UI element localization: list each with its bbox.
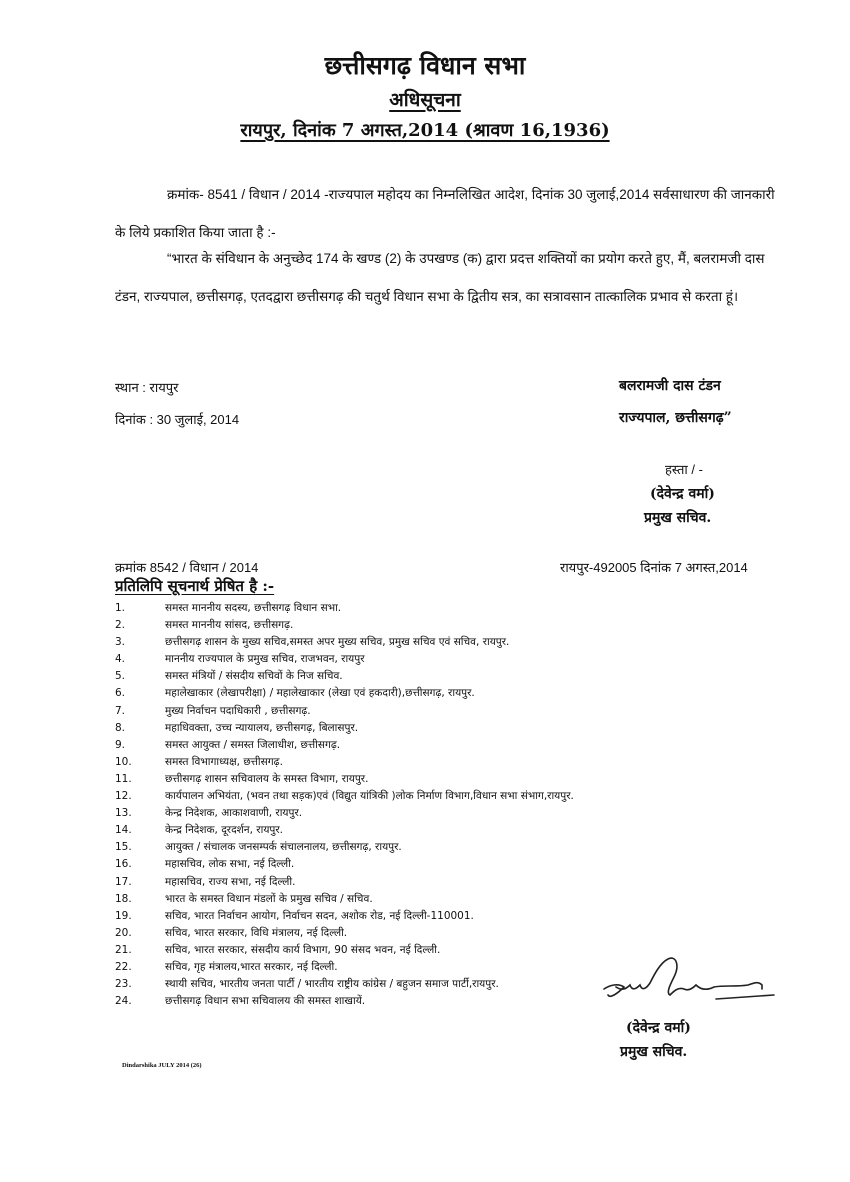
recipient-number: 1.: [115, 602, 126, 614]
recipient-number: 2.: [115, 619, 126, 632]
recipient-item: [115, 600, 675, 617]
copy-place-date: रायपुर-492005 दिनांक 7 अगस्त,2014: [560, 560, 748, 575]
recipient-number: 23.: [115, 978, 132, 991]
recipient-number: 15.: [115, 841, 132, 854]
recipient-text: समस्त माननीय सांसद, छत्तीसगढ़.: [165, 619, 294, 632]
recipient-number: 5.: [115, 670, 126, 683]
recipient-number: 11.: [115, 772, 132, 785]
recipient-item: [115, 737, 675, 754]
copy-forwarded-heading: [115, 576, 274, 596]
recipient-text: छत्तीसगढ़ विधान सभा सचिवालय की समस्त शाखायें.: [165, 995, 366, 1008]
recipient-text: समस्त आयुक्त / समस्त जिलाधीश, छत्तीसगढ़.: [165, 738, 341, 751]
handwritten-signature: [596, 955, 776, 1015]
notification-heading-text: अधिसूचना: [389, 89, 461, 111]
recipient-number: 24.: [115, 995, 132, 1008]
assembly-title: छत्तीसगढ़ विधान सभा: [324, 51, 526, 80]
recipient-text: केन्द्र निदेशक, आकाशवाणी, रायपुर.: [165, 807, 303, 820]
recipient-item: [115, 703, 675, 720]
recipient-number: 8.: [115, 721, 126, 734]
recipient-text: महासचिव, राज्य सभा, नई दिल्ली.: [165, 875, 296, 888]
recipient-number: 4.: [115, 653, 126, 666]
recipient-item: [115, 685, 675, 702]
recipient-item: [115, 788, 675, 805]
recipient-item: [115, 856, 675, 873]
notification-dateline: [0, 118, 850, 142]
recipient-text: समस्त विभागाध्यक्ष, छत्तीसगढ़.: [165, 755, 283, 768]
recipient-text: कार्यपालन अभियंता, (भवन तथा सड़क)एवं (विद्युत यांत्रिकी )लोक निर्माण विभाग,विधान सभा संभाग,रायपुर.: [165, 790, 574, 803]
governor-designation: राज्यपाल, छत्तीसगढ़”: [619, 410, 732, 426]
recipient-number: 9.: [115, 738, 126, 751]
recipient-number: 3.: [115, 636, 126, 649]
recipient-item: [115, 976, 675, 993]
recipient-item: [115, 822, 675, 839]
recipient-text: सचिव, भारत सरकार, संसदीय कार्य विभाग, 90 संसद भवन, नई दिल्ली.: [165, 943, 441, 956]
recipient-item: [115, 668, 675, 685]
recipient-text: महाधिवक्ता, उच्च न्यायालय, छत्तीसगढ़, बिलासपुर.: [165, 721, 359, 734]
recipient-text: समस्त मंत्रियों / संसदीय सचिवों के निज सचिव.: [165, 670, 343, 683]
recipient-text: सचिव, भारत निर्वाचन आयोग, निर्वाचन सदन, अशोक रोड, नई दिल्ली-110001.: [165, 909, 474, 922]
recipient-text: महालेखाकार (लेखापरीक्षा) / महालेखाकार (लेखा एवं हकदारी),छत्तीसगढ़, रायपुर.: [165, 687, 475, 700]
recipient-text: स्थायी सचिव, भारतीय जनता पार्टी / भारतीय राष्ट्रीय कांग्रेस / बहुजन समाज पार्टी,रायपुर.: [165, 978, 499, 991]
recipient-item: [115, 993, 675, 1010]
notification-heading: [0, 86, 850, 112]
recipient-text: समस्त माननीय सदस्य, छत्तीसगढ़ विधान सभा.: [165, 602, 342, 614]
recipient-number: 12.: [115, 790, 132, 803]
recipient-text: सचिव, भारत सरकार, विधि मंत्रालय, नई दिल्ली.: [165, 926, 348, 939]
recipient-item: [115, 754, 675, 771]
recipient-text: आयुक्त / संचालक जनसम्पर्क संचालनालय, छत्तीसगढ़, रायपुर.: [165, 841, 402, 854]
recipient-text: मुख्य निर्वाचन पदाधिकारी , छत्तीसगढ़.: [165, 704, 311, 717]
recipient-number: 16.: [115, 858, 132, 871]
recipient-item: [115, 617, 675, 634]
recipient-number: 21.: [115, 943, 132, 956]
recipient-item: [115, 874, 675, 891]
prorogation-order-paragraph: “भारत के संविधान के अनुच्छेद 174 के खण्ड (2) के उपखण्ड (क) द्वारा प्रदत्त शक्तियों का प्रयोग करते हुए, मैं, बलरामजी दास टंडन, राज्यपाल, छत्तीसगढ़, एतदद्वारा छत्तीसगढ़ की चतुर्थ विधान सभा के द्वितीय सत्र, का सत्रावसान तात्कालिक प्रभाव से करता हूं।: [115, 251, 765, 304]
recipient-number: 18.: [115, 892, 132, 905]
recipient-number: 7.: [115, 704, 126, 717]
recipient-item: [115, 942, 675, 959]
recipient-text: सचिव, गृह मंत्रालय,भारत सरकार, नई दिल्ली.: [165, 960, 338, 973]
order-paragraph: क्रमांक- 8541 / विधान / 2014 -राज्यपाल महोदय का निम्नलिखित आदेश, दिनांक 30 जुलाई,2014 सर्वसाधारण की जानकारी के लिये प्रकाशित किया जाता है :-: [115, 187, 775, 240]
recipient-number: 6.: [115, 687, 126, 700]
recipient-item: [115, 908, 675, 925]
recipient-number: 19.: [115, 909, 132, 922]
dateline-text: रायपुर, दिनांक 7 अगस्त,2014 (श्रावण 16,1936): [240, 120, 610, 141]
footer-imprint: Dindarshika JULY 2014 (26): [122, 1062, 202, 1069]
copy-heading-text: प्रतिलिपि सूचनार्थ प्रेषित है :-: [115, 577, 275, 595]
secretary-designation: प्रमुख सचिव.: [644, 510, 712, 526]
recipient-number: 13.: [115, 807, 132, 820]
signed-mark: हस्ता / -: [665, 462, 703, 477]
recipient-item: [115, 839, 675, 856]
recipient-item: [115, 891, 675, 908]
recipient-item: [115, 634, 675, 651]
recipient-item: [115, 651, 675, 668]
recipient-text: केन्द्र निदेशक, दूरदर्शन, रायपुर.: [165, 824, 284, 837]
recipient-text: छत्तीसगढ़ शासन के मुख्य सचिव,समस्त अपर मुख्य सचिव, प्रमुख सचिव एवं सचिव, रायपुर.: [165, 636, 510, 649]
recipient-number: 10.: [115, 755, 132, 768]
recipient-number: 22.: [115, 960, 132, 973]
recipient-number: 17.: [115, 875, 132, 888]
recipient-number: 20.: [115, 926, 132, 939]
copy-number: क्रमांक 8542 / विधान / 2014: [115, 560, 259, 575]
governor-name: बलरामजी दास टंडन: [619, 378, 721, 394]
secretary-name: (देवेन्द्र वर्मा): [650, 486, 715, 502]
place-line: स्थान : रायपुर: [115, 380, 179, 395]
recipient-item: [115, 771, 675, 788]
recipient-item: [115, 925, 675, 942]
recipient-item: [115, 720, 675, 737]
recipient-list: [115, 600, 675, 1010]
date-line: दिनांक : 30 जुलाई, 2014: [115, 412, 240, 427]
recipient-text: महासचिव, लोक सभा, नई दिल्ली.: [165, 858, 295, 871]
recipient-text: माननीय राज्यपाल के प्रमुख सचिव, राजभवन, रायपुर: [165, 653, 365, 666]
recipient-text: छत्तीसगढ़ शासन सचिवालय के समस्त विभाग, रायपुर.: [165, 772, 369, 785]
recipient-number: 14.: [115, 824, 132, 837]
secretary-designation-2: प्रमुख सचिव.: [620, 1044, 688, 1060]
recipient-item: [115, 805, 675, 822]
recipient-text: भारत के समस्त विधान मंडलों के प्रमुख सचिव / सचिव.: [165, 892, 373, 905]
recipient-item: [115, 959, 675, 976]
secretary-name-2: (देवेन्द्र वर्मा): [626, 1020, 691, 1036]
